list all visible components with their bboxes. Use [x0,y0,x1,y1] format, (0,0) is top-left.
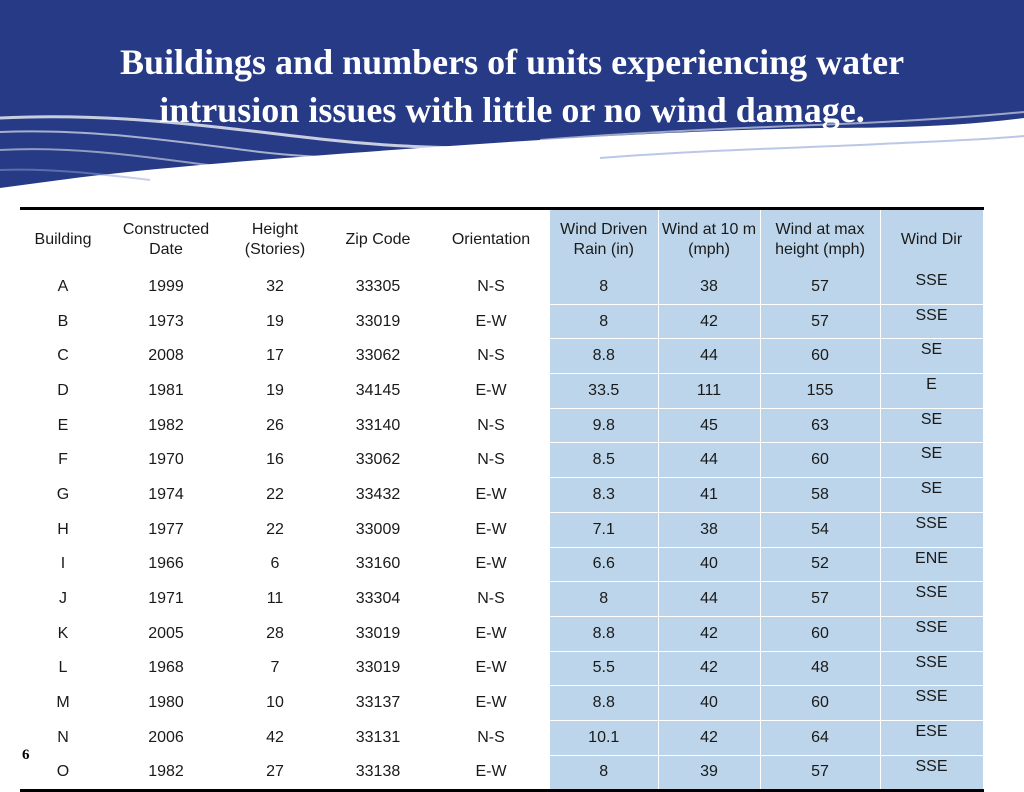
page-number: 6 [22,747,30,763]
cell-zip: 34145 [355,381,401,399]
cell-rain: 5.5 [550,651,658,686]
cell-building: I [60,555,66,573]
cell-windmax: 64 [760,720,880,755]
cell-building: J [59,590,67,608]
cell-building: C [57,347,69,365]
slide-title [40,38,984,134]
cell-height: 6 [270,555,280,573]
cell-windmax: 60 [760,616,880,651]
table-row [20,374,983,409]
title-line-2: intrusion issues with little or no wind damage. [159,90,865,130]
table-row [20,686,983,721]
cell-constructed: 1977 [148,520,184,538]
cell-zip: 33160 [355,555,401,573]
cell-constructed: 1980 [148,694,184,712]
cell-windmax: 57 [760,582,880,617]
cell-building: O [56,763,70,781]
cell-windmax: 60 [760,686,880,721]
header-constructed: Constructed Date [122,221,210,258]
cell-constructed: 1982 [148,763,184,781]
cell-orientation: E-W [475,312,507,330]
cell-building: A [57,278,69,296]
cell-windmax: 52 [760,547,880,582]
cell-orientation: E-W [475,555,507,573]
cell-wind10: 38 [658,270,760,304]
cell-wind10: 41 [658,478,760,513]
cell-wind10: 45 [658,408,760,443]
cell-wind10: 40 [658,686,760,721]
cell-constructed: 1981 [148,381,184,399]
cell-orientation: E-W [475,520,507,538]
cell-winddir: SE [880,339,983,374]
cell-height: 22 [266,520,284,538]
cell-rain: 8 [550,304,658,339]
cell-constructed: 1973 [148,312,184,330]
cell-wind10: 44 [658,582,760,617]
cell-rain: 8.8 [550,616,658,651]
header-zip: Zip Code [345,231,411,248]
cell-zip: 33138 [355,763,401,781]
table-row [20,304,983,339]
cell-height: 28 [266,624,284,642]
cell-winddir: SSE [880,304,983,339]
table-row [20,408,983,443]
cell-height: 32 [266,278,284,296]
cell-wind10: 39 [658,755,760,791]
cell-orientation: E-W [475,659,507,677]
cell-zip: 33009 [355,520,401,538]
header-height: Height (Stories) [244,221,306,258]
cell-wind10: 42 [658,304,760,339]
cell-constructed: 2006 [148,728,184,746]
cell-winddir: SSE [880,686,983,721]
cell-windmax: 57 [760,270,880,304]
cell-winddir: SE [880,478,983,513]
cell-height: 16 [266,451,284,469]
cell-winddir: ESE [880,720,983,755]
cell-winddir: SSE [880,512,983,547]
cell-orientation: N-S [477,451,505,469]
header-building: Building [34,231,92,248]
cell-winddir: SSE [880,582,983,617]
cell-rain: 33.5 [550,374,658,409]
cell-zip: 33137 [355,694,401,712]
header-windmax: Wind at max height (mph) [760,209,880,271]
cell-zip: 33131 [355,728,401,746]
cell-height: 22 [266,485,284,503]
cell-zip: 33305 [355,278,401,296]
cell-wind10: 42 [658,720,760,755]
cell-height: 19 [266,312,284,330]
cell-constructed: 1971 [148,590,184,608]
cell-windmax: 60 [760,443,880,478]
cell-rain: 8 [550,582,658,617]
cell-zip: 33019 [355,659,401,677]
table-row [20,616,983,651]
cell-zip: 33140 [355,416,401,434]
cell-constructed: 2005 [148,624,184,642]
cell-windmax: 60 [760,339,880,374]
cell-height: 26 [266,416,284,434]
cell-building: E [57,416,69,434]
cell-wind10: 44 [658,443,760,478]
cell-constructed: 1968 [148,659,184,677]
cell-windmax: 57 [760,755,880,791]
cell-rain: 7.1 [550,512,658,547]
cell-orientation: E-W [475,381,507,399]
table-row [20,512,983,547]
cell-building: F [58,451,68,469]
title-line-1: Buildings and numbers of units experiencing water [119,42,905,82]
cell-height: 19 [266,381,284,399]
cell-height: 42 [266,728,284,746]
cell-orientation: E-W [475,624,507,642]
cell-orientation: E-W [475,485,507,503]
table-row [20,755,983,791]
cell-zip: 33019 [355,624,401,642]
cell-building: L [58,659,68,677]
table-header-row [20,209,983,271]
table-row [20,443,983,478]
cell-orientation: E-W [475,694,507,712]
cell-building: D [57,381,69,399]
cell-constructed: 2008 [148,347,184,365]
cell-rain: 8 [550,270,658,304]
cell-winddir: ENE [880,547,983,582]
table-row [20,651,983,686]
cell-height: 10 [266,694,284,712]
cell-rain: 8.8 [550,339,658,374]
cell-windmax: 63 [760,408,880,443]
cell-constructed: 1966 [148,555,184,573]
cell-height: 11 [266,590,284,608]
cell-building: B [57,312,69,330]
cell-height: 17 [266,347,284,365]
table-row [20,270,983,304]
banner-wave-5 [600,136,1024,158]
data-table-container [20,207,983,792]
cell-zip: 33432 [355,485,401,503]
header-wind10: Wind at 10 m (mph) [658,209,760,271]
cell-building: M [56,694,70,712]
cell-zip: 33062 [355,347,401,365]
cell-orientation: N-S [477,416,505,434]
table-row [20,339,983,374]
cell-building: G [56,485,70,503]
cell-constructed: 1970 [148,451,184,469]
buildings-table [20,207,984,792]
table-row [20,720,983,755]
cell-orientation: N-S [477,278,505,296]
cell-orientation: N-S [477,347,505,365]
cell-orientation: N-S [477,728,505,746]
cell-windmax: 48 [760,651,880,686]
table-row [20,582,983,617]
cell-orientation: E-W [475,763,507,781]
cell-height: 27 [266,763,284,781]
header-rain: Wind Driven Rain (in) [550,209,658,271]
cell-building: H [57,520,69,538]
cell-constructed: 1974 [148,485,184,503]
table-body [20,270,983,791]
cell-rain: 9.8 [550,408,658,443]
cell-zip: 33304 [355,590,401,608]
table-row [20,547,983,582]
cell-windmax: 57 [760,304,880,339]
cell-rain: 6.6 [550,547,658,582]
cell-rain: 8.3 [550,478,658,513]
cell-height: 7 [270,659,280,677]
table-row [20,478,983,513]
cell-rain: 8 [550,755,658,791]
cell-wind10: 42 [658,651,760,686]
cell-orientation: N-S [477,590,505,608]
cell-rain: 8.8 [550,686,658,721]
cell-wind10: 40 [658,547,760,582]
cell-winddir: SSE [880,270,983,304]
cell-windmax: 54 [760,512,880,547]
cell-constructed: 1982 [148,416,184,434]
header-winddir: Wind Dir [880,209,983,271]
cell-winddir: SSE [880,651,983,686]
cell-wind10: 38 [658,512,760,547]
cell-building: N [57,728,69,746]
cell-winddir: E [880,374,983,409]
cell-zip: 33019 [355,312,401,330]
cell-rain: 10.1 [550,720,658,755]
cell-winddir: SSE [880,755,983,791]
cell-constructed: 1999 [148,278,184,296]
cell-building: K [57,624,69,642]
cell-wind10: 42 [658,616,760,651]
cell-zip: 33062 [355,451,401,469]
cell-windmax: 58 [760,478,880,513]
cell-winddir: SE [880,408,983,443]
cell-winddir: SE [880,443,983,478]
cell-wind10: 44 [658,339,760,374]
cell-rain: 8.5 [550,443,658,478]
cell-winddir: SSE [880,616,983,651]
cell-windmax: 155 [760,374,880,409]
cell-wind10: 111 [658,374,760,409]
header-orientation: Orientation [451,231,531,248]
